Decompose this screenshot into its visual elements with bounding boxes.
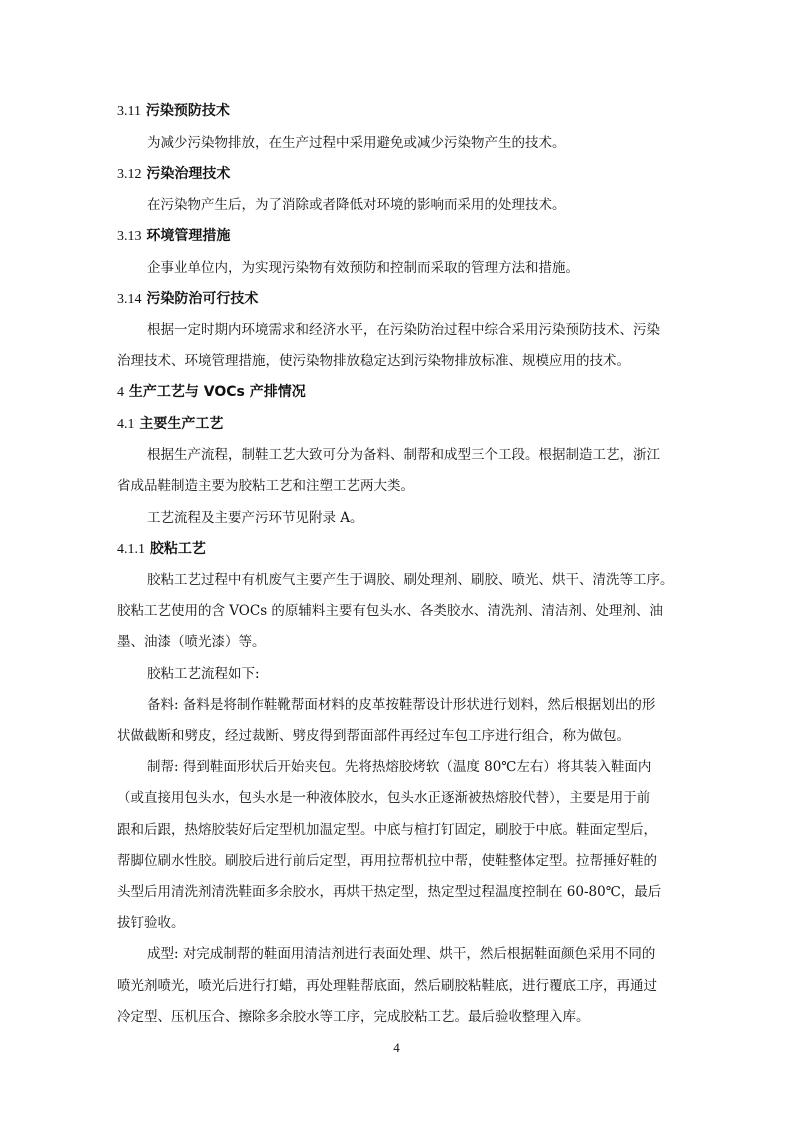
paragraph-line: 喷光剂喷光，喷光后进行打蜡，再处理鞋帮底面，然后刷胶粘鞋底，进行覆底工序，再通过	[117, 978, 657, 994]
paragraph-line: 头型后用清洗剂清洗鞋面多余胶水，再烘干热定型，热定型过程温度控制在 60-80℃，最后	[117, 884, 662, 900]
paragraph-line: 企事业单位内，为实现污染物有效预防和控制而采取的管理方法和措施。	[147, 260, 579, 276]
section-heading-3-14: 3.14 污染防治可行技术	[117, 291, 259, 307]
paragraph-line: 成型: 对完成制帮的鞋面用清洁剂进行表面处理、烘干，然后根据鞋面颜色采用不同的	[147, 946, 656, 962]
paragraph-line: 省成品鞋制造主要为胶粘工艺和注塑工艺两大类。	[117, 478, 414, 494]
paragraph-line: 胶粘工艺过程中有机废气主要产生于调胶、刷处理剂、刷胶、喷光、烘干、清洗等工序。	[147, 572, 674, 588]
page-number: 4	[393, 1040, 400, 1055]
section-heading-4-1-1: 4.1.1 胶粘工艺	[117, 541, 206, 557]
paragraph-line: 胶粘工艺使用的含 VOCs 的原辅料主要有包头水、各类胶水、清洗剂、清洁剂、处理剂、油	[117, 603, 663, 619]
paragraph-line: 跟和后跟，热熔胶装好后定型机加温定型。中底与楦打钉固定，刷胶于中底。鞋面定型后，	[117, 822, 657, 838]
paragraph-line: 帮脚位刷水性胶。刷胶后进行前后定型，再用拉帮机拉中帮，使鞋整体定型。拉帮捶好鞋的	[117, 853, 657, 869]
paragraph-line: 在污染物产生后，为了消除或者降低对环境的影响而采用的处理技术。	[147, 197, 566, 213]
paragraph-line: 冷定型、压机压合、擦除多余胶水等工序，完成胶粘工艺。最后验收整理入库。	[117, 1009, 590, 1025]
paragraph-line: 拔钉验收。	[117, 915, 185, 931]
section-heading-3-12: 3.12 污染治理技术	[117, 166, 231, 182]
paragraph-line: 根据一定时期内环境需求和经济水平，在污染防治过程中综合采用污染预防技术、污染	[147, 322, 660, 338]
paragraph-line: 治理技术、环境管理措施，使污染物排放稳定达到污染物排放标准、规模应用的技术。	[117, 353, 630, 369]
paragraph-line: 墨、油漆（喷光漆）等。	[117, 634, 266, 650]
paragraph-line: （或直接用包头水，包头水是一种液体胶水，包头水正逐渐被热熔胶代替），主要是用于前	[117, 790, 651, 806]
paragraph-line: 根据生产流程，制鞋工艺大致可分为备料、制帮和成型三个工段。根据制造工艺，浙江	[147, 447, 660, 463]
section-heading-3-11: 3.11 污染预防技术	[117, 103, 230, 119]
section-heading-4-1: 4.1 主要生产工艺	[117, 416, 224, 432]
paragraph-line: 备料: 备料是将制作鞋靴帮面材料的皮革按鞋帮设计形状进行划料，然后根据划出的形	[147, 697, 656, 713]
section-heading-3-13: 3.13 环境管理措施	[117, 228, 231, 244]
paragraph-line: 胶粘工艺流程如下:	[147, 666, 260, 682]
paragraph-line: 制帮: 得到鞋面形状后开始夹包。先将热熔胶烤软（温度 80℃左右）将其装入鞋面内	[147, 759, 652, 775]
paragraph-line: 状做截断和劈皮，经过裁断、劈皮得到帮面部件再经过车包工序进行组合，称为做包。	[117, 728, 630, 744]
section-heading-4: 4 生产工艺与 VOCs 产排情况	[117, 384, 306, 400]
paragraph-line: 工艺流程及主要产污环节见附录 A。	[147, 510, 364, 526]
paragraph-line: 为减少污染物排放，在生产过程中采用避免或减少污染物产生的技术。	[147, 135, 566, 151]
